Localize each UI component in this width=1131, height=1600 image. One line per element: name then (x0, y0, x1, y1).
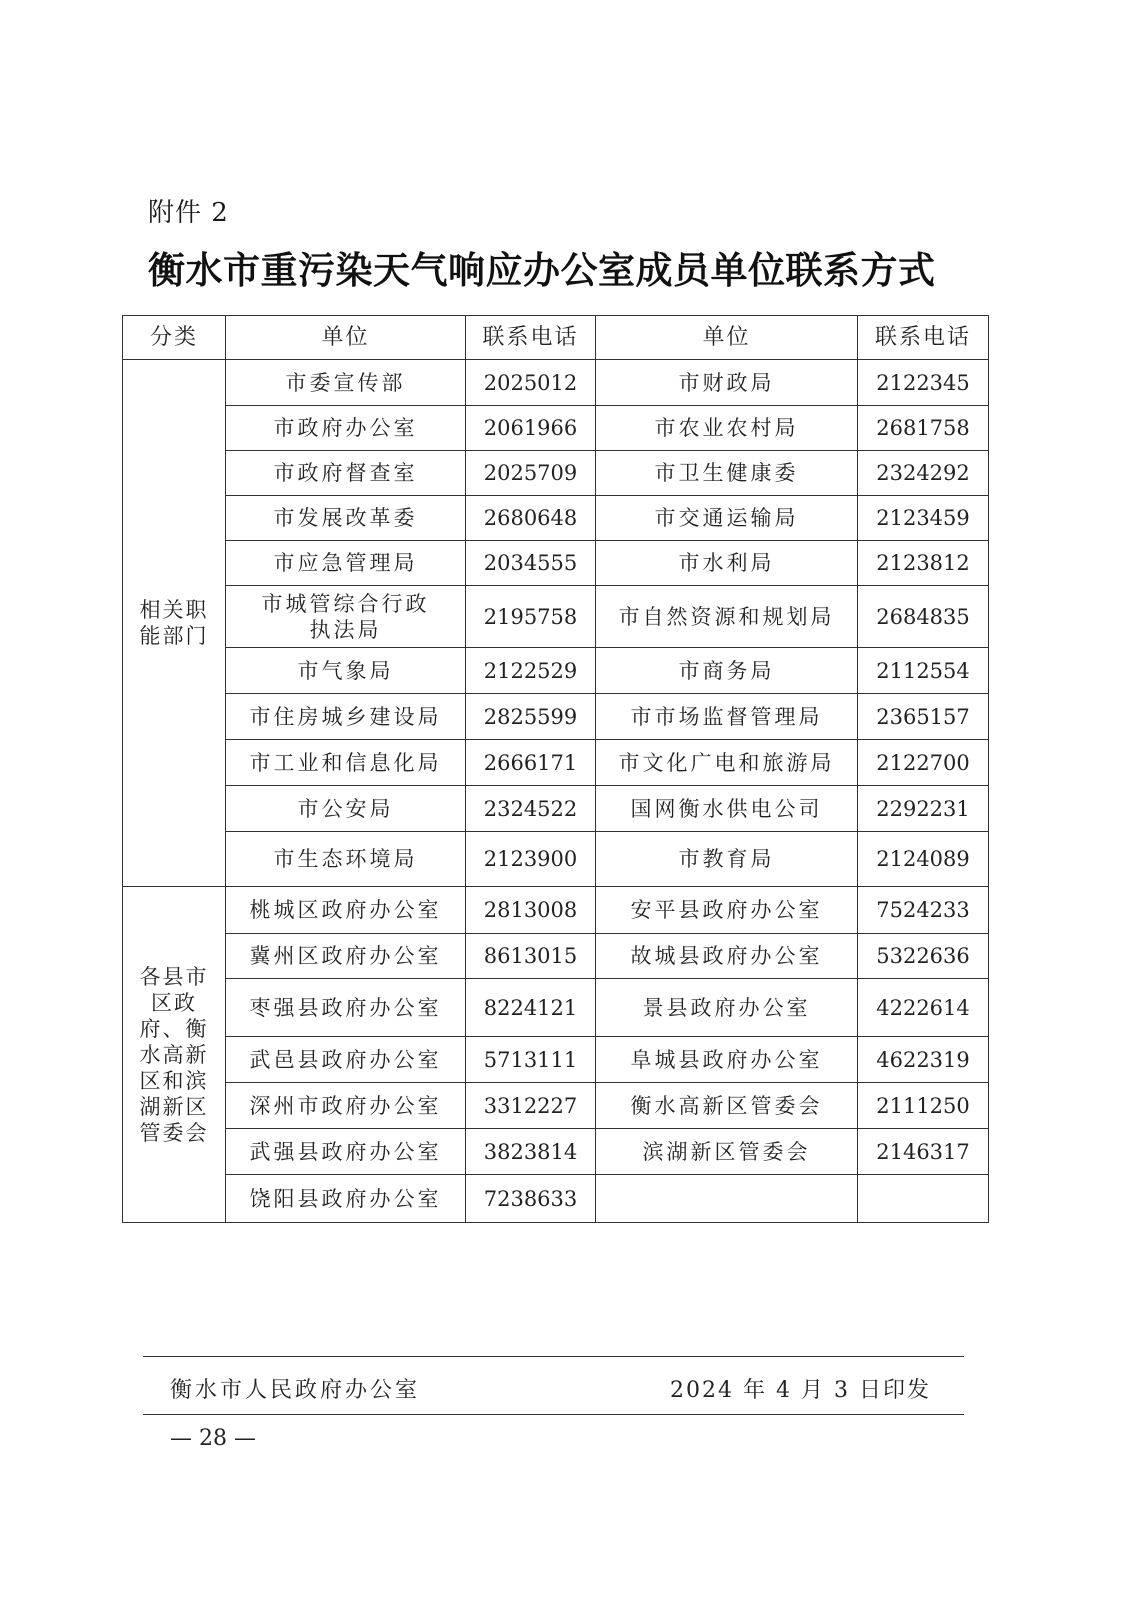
unit-cell: 故城县政府办公室 (596, 934, 858, 979)
unit-cell: 市委宣传部 (226, 360, 466, 406)
unit-cell: 安平县政府办公室 (596, 887, 858, 934)
table-row (123, 360, 989, 406)
phone-cell (858, 1175, 989, 1223)
unit-cell: 市发展改革委 (226, 496, 466, 541)
phone-cell: 7238633 (466, 1175, 596, 1223)
table-row (123, 1083, 989, 1129)
phone-cell: 7524233 (858, 887, 989, 934)
unit-cell: 饶阳县政府办公室 (226, 1175, 466, 1223)
header-category: 分类 (123, 316, 226, 360)
phone-cell: 2112554 (858, 648, 989, 694)
phone-cell: 2324292 (858, 451, 989, 496)
header-phone-left: 联系电话 (466, 316, 596, 360)
unit-cell: 衡水高新区管委会 (596, 1083, 858, 1129)
table-row (123, 1037, 989, 1083)
footer-issuer: 衡水市人民政府办公室 (170, 1378, 421, 1403)
footer-top-rule (143, 1356, 964, 1357)
page-title: 衡水市重污染天气响应办公室成员单位联系方式 (148, 249, 936, 292)
phone-cell: 2195758 (466, 586, 596, 648)
table-row (123, 887, 989, 934)
unit-cell: 冀州区政府办公室 (226, 934, 466, 979)
table-row (123, 1175, 989, 1223)
phone-cell: 2122345 (858, 360, 989, 406)
phone-cell: 2061966 (466, 406, 596, 451)
unit-cell: 市教育局 (596, 832, 858, 887)
category-cell (123, 360, 226, 887)
unit-cell: 武强县政府办公室 (226, 1129, 466, 1175)
phone-cell: 5322636 (858, 934, 989, 979)
unit-cell: 市政府督查室 (226, 451, 466, 496)
table-row (123, 496, 989, 541)
table-row (123, 786, 989, 832)
phone-cell: 2365157 (858, 694, 989, 740)
header-unit-left: 单位 (226, 316, 466, 360)
unit-cell: 市交通运输局 (596, 496, 858, 541)
phone-cell: 2813008 (466, 887, 596, 934)
table-header-row (123, 316, 989, 360)
table-row (123, 451, 989, 496)
phone-cell: 2681758 (858, 406, 989, 451)
phone-cell: 2292231 (858, 786, 989, 832)
phone-cell: 4222614 (858, 979, 989, 1037)
unit-cell: 市生态环境局 (226, 832, 466, 887)
table-row (123, 541, 989, 586)
unit-cell: 市文化广电和旅游局 (596, 740, 858, 786)
phone-cell: 2123812 (858, 541, 989, 586)
unit-cell: 市农业农村局 (596, 406, 858, 451)
unit-cell: 市政府办公室 (226, 406, 466, 451)
table-row (123, 648, 989, 694)
table-row (123, 586, 989, 648)
category-label: 各县市区政府、衡水高新区和滨湖新区管委会 (139, 964, 209, 1145)
phone-cell: 2122700 (858, 740, 989, 786)
unit-cell: 市水利局 (596, 541, 858, 586)
contacts-table (122, 315, 989, 1223)
phone-cell: 2124089 (858, 832, 989, 887)
unit-cell: 市工业和信息化局 (226, 740, 466, 786)
phone-cell: 4622319 (858, 1037, 989, 1083)
table-row (123, 979, 989, 1037)
phone-cell: 2025709 (466, 451, 596, 496)
page-number: — 28 — (170, 1426, 256, 1451)
phone-cell: 2034555 (466, 541, 596, 586)
attachment-label: 附件 2 (148, 198, 229, 228)
unit-cell: 市应急管理局 (226, 541, 466, 586)
category-cell (123, 887, 226, 1223)
unit-cell: 市市场监督管理局 (596, 694, 858, 740)
phone-cell: 3312227 (466, 1083, 596, 1129)
category-label: 相关职能部门 (139, 598, 209, 648)
phone-cell: 2123459 (858, 496, 989, 541)
unit-cell (596, 1175, 858, 1223)
phone-cell: 2025012 (466, 360, 596, 406)
unit-cell: 市气象局 (226, 648, 466, 694)
unit-cell: 市城管综合行政执法局 (226, 586, 466, 648)
header-phone-right: 联系电话 (858, 316, 989, 360)
phone-cell: 2684835 (858, 586, 989, 648)
phone-cell: 2146317 (858, 1129, 989, 1175)
unit-cell: 武邑县政府办公室 (226, 1037, 466, 1083)
unit-cell: 国网衡水供电公司 (596, 786, 858, 832)
unit-cell: 市住房城乡建设局 (226, 694, 466, 740)
phone-cell: 2111250 (858, 1083, 989, 1129)
phone-cell: 2324522 (466, 786, 596, 832)
unit-cell: 市财政局 (596, 360, 858, 406)
table-row (123, 934, 989, 979)
phone-cell: 2123900 (466, 832, 596, 887)
phone-cell: 2825599 (466, 694, 596, 740)
unit-cell: 景县政府办公室 (596, 979, 858, 1037)
phone-cell: 8613015 (466, 934, 596, 979)
phone-cell: 2680648 (466, 496, 596, 541)
unit-cell: 阜城县政府办公室 (596, 1037, 858, 1083)
unit-cell: 市公安局 (226, 786, 466, 832)
footer-issue-date: 2024 年 4 月 3 日印发 (670, 1378, 931, 1403)
unit-cell: 桃城区政府办公室 (226, 887, 466, 934)
table-row (123, 694, 989, 740)
unit-cell: 深州市政府办公室 (226, 1083, 466, 1129)
unit-cell: 枣强县政府办公室 (226, 979, 466, 1037)
table-row (123, 406, 989, 451)
table-row (123, 740, 989, 786)
unit-cell: 滨湖新区管委会 (596, 1129, 858, 1175)
unit-cell: 市卫生健康委 (596, 451, 858, 496)
phone-cell: 2122529 (466, 648, 596, 694)
table-row (123, 832, 989, 887)
phone-cell: 8224121 (466, 979, 596, 1037)
table-row (123, 1129, 989, 1175)
phone-cell: 3823814 (466, 1129, 596, 1175)
unit-cell: 市自然资源和规划局 (596, 586, 858, 648)
header-unit-right: 单位 (596, 316, 858, 360)
phone-cell: 5713111 (466, 1037, 596, 1083)
footer-bottom-rule (143, 1414, 964, 1415)
unit-cell: 市商务局 (596, 648, 858, 694)
phone-cell: 2666171 (466, 740, 596, 786)
